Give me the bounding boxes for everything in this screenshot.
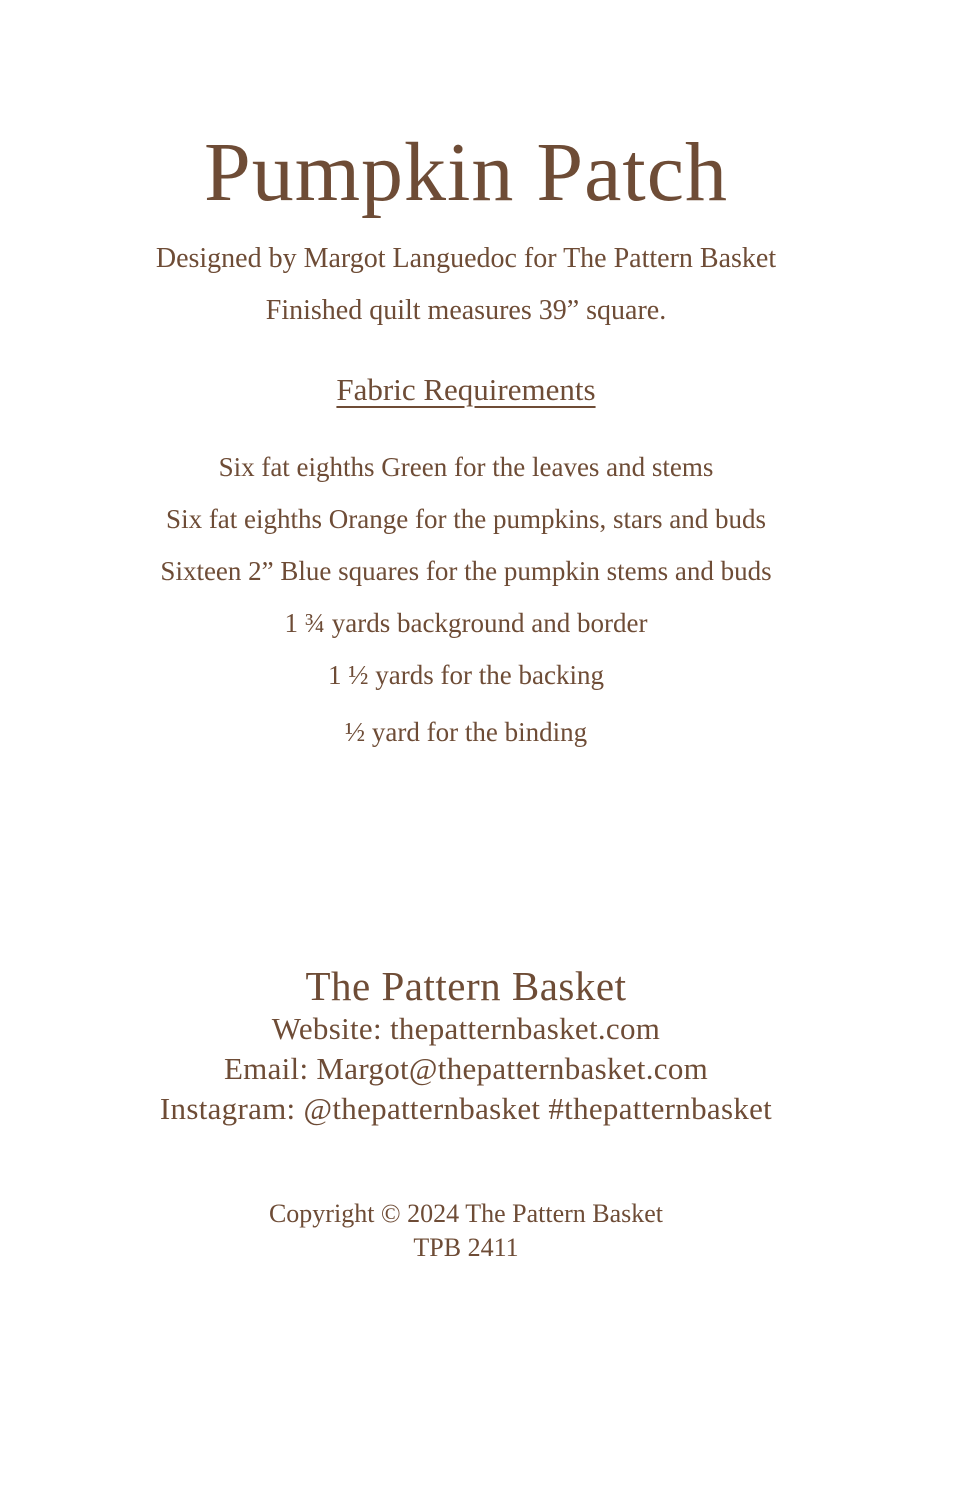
requirement-item: 1 ¾ yards background and border xyxy=(284,608,648,638)
fabric-requirements-heading xyxy=(0,370,932,410)
requirement-item: 1 ½ yards for the backing xyxy=(328,660,604,690)
finished-size: Finished quilt measures 39” square. xyxy=(265,295,667,326)
designer-credit: Designed by Margot Languedoc for The Pattern Basket xyxy=(155,243,777,274)
email-line: Email: Margot@thepatternbasket.com xyxy=(223,1051,709,1086)
instagram-line: Instagram: @thepatternbasket #thepatternbasket xyxy=(159,1091,773,1126)
requirement-item: Six fat eighths Green for the leaves and stems xyxy=(218,452,714,482)
copyright-notice: Copyright © 2024 The Pattern Basket xyxy=(268,1199,664,1228)
requirement-item: ½ yard for the binding xyxy=(344,717,588,747)
requirement-item: Six fat eighths Orange for the pumpkins, stars and buds xyxy=(166,504,766,534)
website-line: Website: thepatternbasket.com xyxy=(271,1011,661,1046)
pattern-title: Pumpkin Patch xyxy=(203,126,728,219)
requirement-item: Sixteen 2” Blue squares for the pumpkin stems and buds xyxy=(160,556,772,586)
fabric-requirements-heading-text: Fabric Requirements xyxy=(336,372,596,407)
company-name: The Pattern Basket xyxy=(305,963,627,1009)
pattern-code: TPB 2411 xyxy=(413,1233,519,1262)
